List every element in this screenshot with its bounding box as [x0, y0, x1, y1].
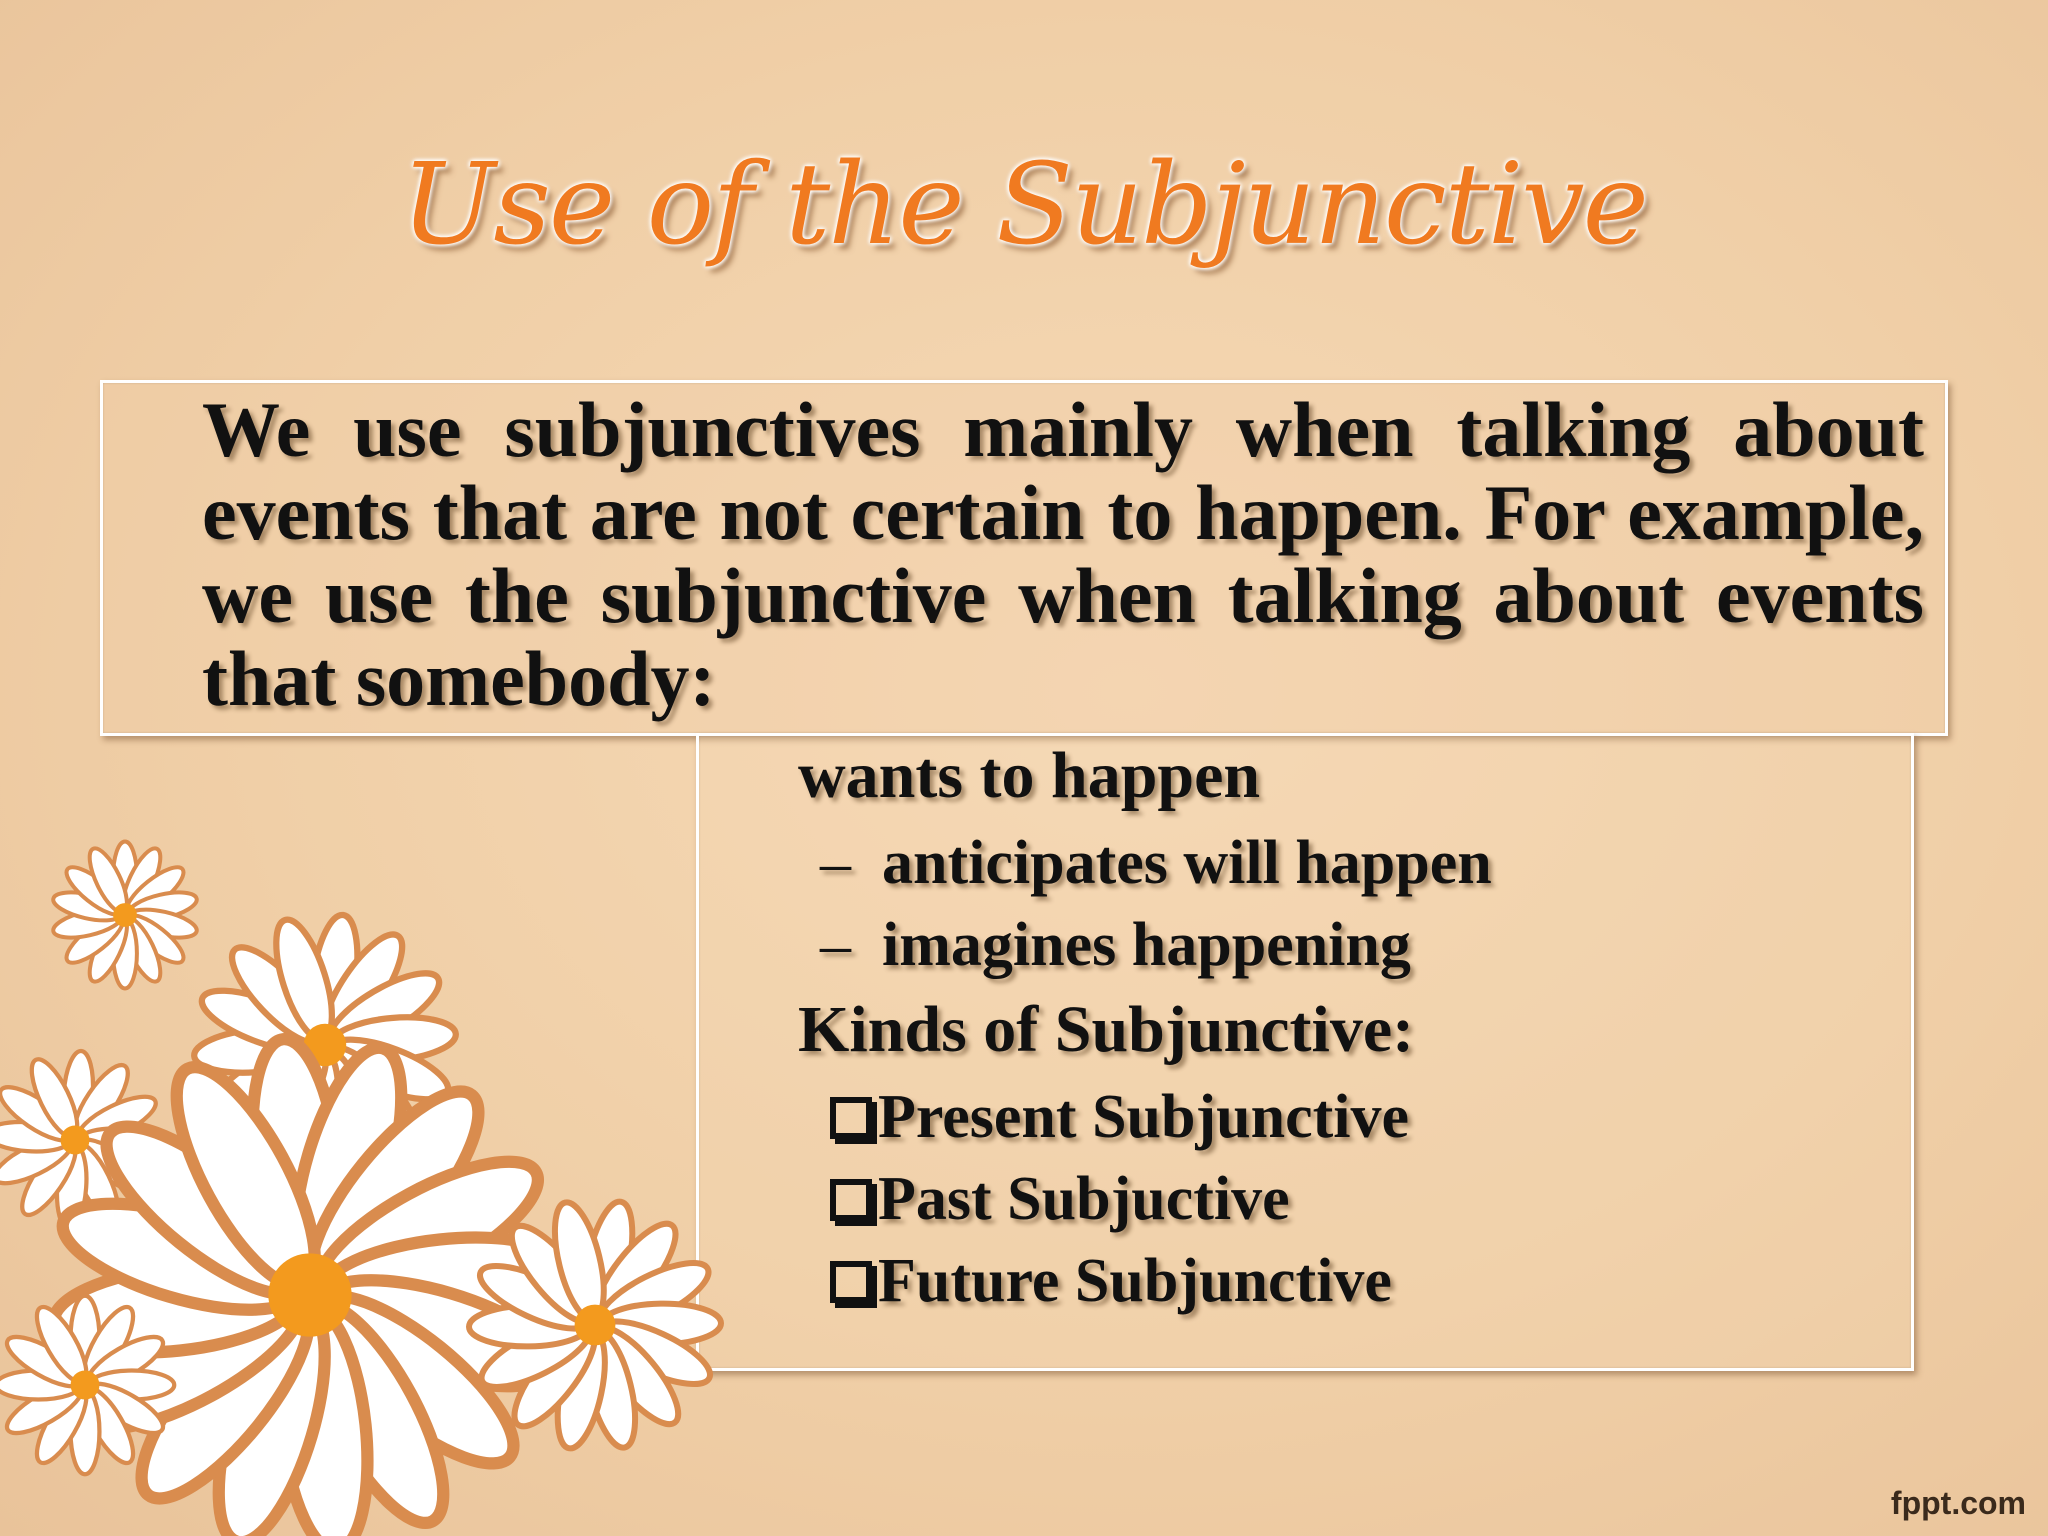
daisy-center	[61, 1126, 90, 1155]
kind-label: Past Subjuctive	[878, 1165, 1290, 1233]
list-item-anticipates	[820, 828, 1492, 899]
checkbox-icon	[830, 1097, 872, 1139]
list-item-imagines	[820, 910, 1411, 981]
checkbox-icon	[830, 1261, 872, 1303]
watermark: fppt.com	[1890, 1485, 2026, 1521]
daisy-center	[575, 1305, 616, 1346]
kind-item-past	[830, 1164, 1290, 1235]
kind-label: Present Subjunctive	[878, 1083, 1410, 1151]
list-item-wants: wants to happen	[798, 739, 1261, 812]
dash-bullet: –	[820, 829, 851, 897]
kind-item-present	[830, 1082, 1409, 1153]
kinds-heading: Kinds of Subjunctive:	[798, 993, 1415, 1066]
daisy-center	[71, 1371, 100, 1400]
dash-bullet: –	[820, 911, 851, 979]
list-item-label: imagines happening	[882, 911, 1411, 979]
slide-title: Use of the Subjunctive	[401, 140, 1647, 270]
daisy-flower-icon	[51, 842, 200, 989]
kind-item-future	[830, 1246, 1392, 1317]
daisy-flowers-icon	[0, 820, 760, 1536]
daisy-center	[113, 903, 137, 927]
daisy-center	[268, 1253, 351, 1336]
kind-label: Future Subjunctive	[878, 1247, 1392, 1315]
list-item-label: anticipates will happen	[882, 829, 1492, 897]
intro-paragraph: We use subjunctives mainly when talking about events that are not certain to happen. For example, we use the subjunctive when talking about events that somebody:	[202, 386, 1924, 722]
checkbox-icon	[830, 1179, 872, 1221]
